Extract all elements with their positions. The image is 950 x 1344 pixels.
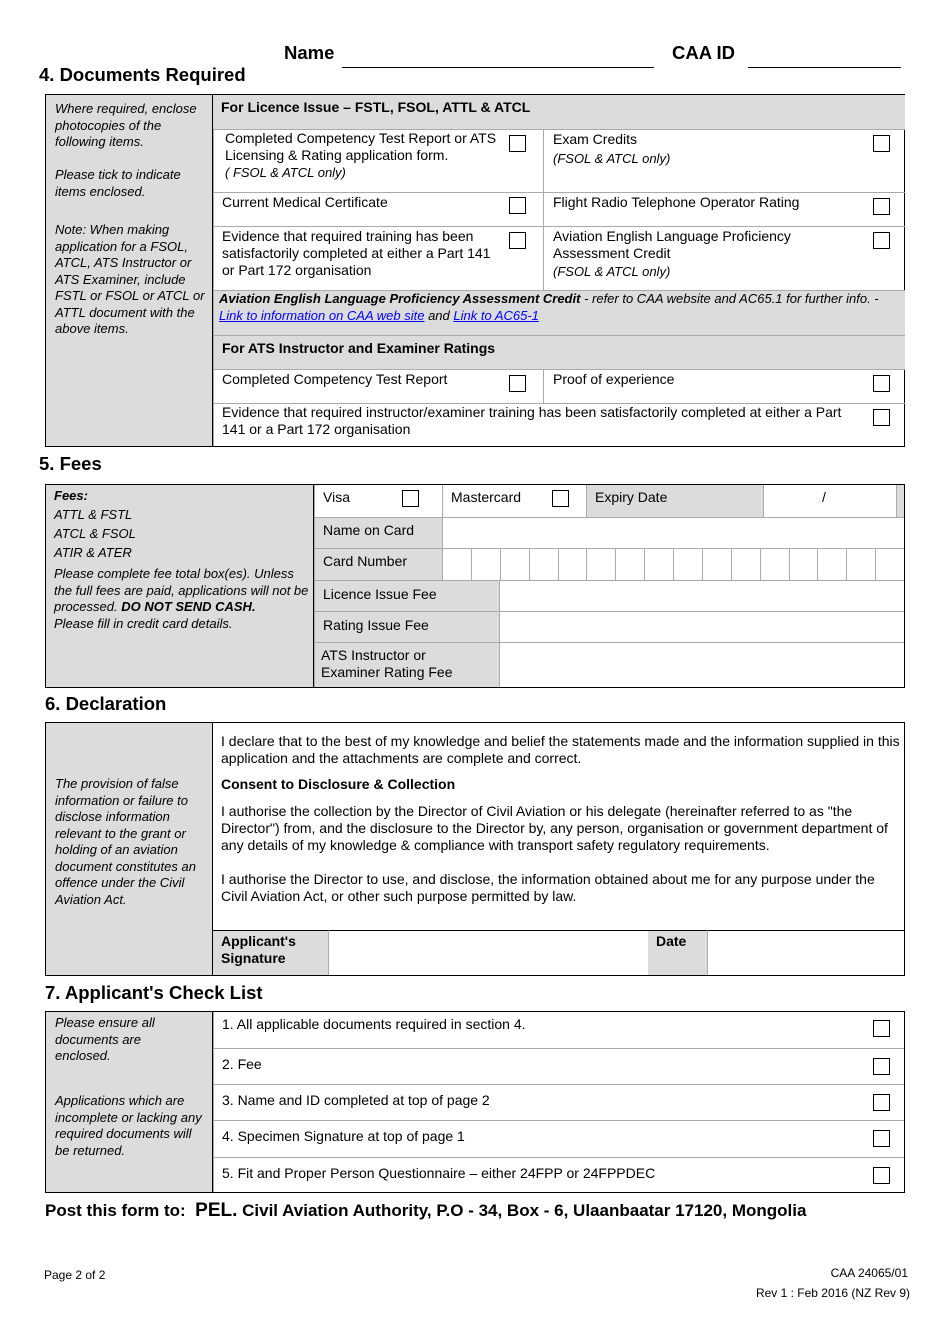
checklist-table [45,1011,905,1193]
doc-text: Completed Competency Test Report [222,371,448,387]
checklist-item-text: 4. Specimen Signature at top of page 1 [222,1128,465,1144]
card-digit-cell[interactable] [558,548,587,580]
pel-text: PEL. [195,1200,238,1221]
section-6-title: 6. Declaration [45,693,167,714]
visa-checkbox[interactable] [402,490,419,507]
rating-fee-field[interactable] [499,611,904,642]
checkbox[interactable] [509,375,526,392]
checkbox[interactable] [509,135,526,152]
licence-fee-label-cell [314,580,499,611]
doc-text: Current Medical Certificate [222,194,388,210]
checklist-side [46,1012,213,1192]
doc-note: (FSOL & ATCL only) [553,264,671,279]
side-text: Where required, enclose photocopies of the following items. [55,101,197,149]
card-digit-cell[interactable] [529,548,558,580]
checkbox[interactable] [873,1167,890,1184]
side-text: Please tick to indicate items enclosed. [55,167,181,199]
mastercard-label: Mastercard [451,489,522,505]
doc-text: Flight Radio Telephone Operator Rating [553,194,800,210]
card-digit-cell[interactable] [644,548,673,580]
ats-fee-label-cell [314,642,499,687]
section-4-title: 4. Documents Required [39,64,246,85]
post-address [45,1200,806,1222]
declaration-text: I declare that to the best of my knowledge and belief the statements made and the information supplied in this application and the attachments are complete and correct. [221,733,900,766]
card-digit-cell[interactable] [442,548,471,580]
caa-id-label: CAA ID [672,42,736,63]
checklist-item [213,1084,904,1120]
licence-fee-label: Licence Issue Fee [323,586,437,602]
card-digit-cell[interactable] [471,548,500,580]
side-text: Note: When making application for a FSOL, ATCL, ATS Instructor or ATS Examiner, include FSTL or FSOL or ATCL or ATTL document with the above items. [55,222,205,336]
doc-item [213,226,543,290]
caa-website-link[interactable]: Link to information on CAA web site [219,307,425,323]
doc-text: Evidence that required instructor/examiner training has been satisfactorily completed at either a Part 141 or a Part 172 organisation [222,404,842,437]
page-number: Page 2 of 2 [44,1268,106,1282]
caa-id-field[interactable] [748,67,901,68]
ats-fee-field[interactable] [499,642,904,687]
name-on-card-label: Name on Card [323,522,415,538]
card-digit-cell[interactable] [875,548,904,580]
ac65-link[interactable]: Link to AC65-1 [453,307,539,323]
consent-heading: Consent to Disclosure & Collection [221,776,456,792]
checklist-item-text: 3. Name and ID completed at top of page 2 [222,1092,490,1108]
post-label: Post this form to: [45,1201,186,1220]
visa-label: Visa [323,489,350,505]
signature-field[interactable] [328,930,648,975]
filler [896,485,904,517]
licence-fee-field[interactable] [499,580,904,611]
date-field[interactable] [707,930,904,975]
card-digit-cell[interactable] [702,548,731,580]
fees-note2: Please fill in credit card details. [54,615,233,631]
expiry-separator: / [822,489,826,505]
date-label-cell [648,930,707,975]
checkbox[interactable] [509,197,526,214]
checklist-item [213,1157,904,1192]
mastercard-checkbox[interactable] [552,490,569,507]
section-7-title: 7. Applicant's Check List [45,982,263,1003]
consent-text: I authorise the collection by the Director of Civil Aviation or his delegate (hereinafter referred to as "the Director") from, and the disclosure to the Director by, any person, organisation or government department of any details of my knowledge & compliance with transport safety regulatory requirements. [221,803,888,853]
expiry-field[interactable] [763,485,896,517]
authorise-text: I authorise the Director to use, and disclose, the information obtained about me for any purpose under the Civil Aviation Act, or other such purpose permitted by law. [221,871,875,904]
aelp-note [213,290,905,335]
card-digit-cell[interactable] [615,548,644,580]
doc-item [543,369,905,403]
fees-note: Please complete fee total box(es). Unless the full fees are paid, applications will not be processed. [54,566,309,614]
section-5-title: 5. Fees [39,453,102,474]
rating-fee-label: Rating Issue Fee [323,617,429,633]
checklist-item-text: 1. All applicable documents required in section 4. [222,1016,526,1032]
checkbox[interactable] [873,1020,890,1037]
checkbox[interactable] [873,375,890,392]
fee-type: ATCL & FSOL [54,526,136,541]
name-on-card-label-cell [314,517,442,548]
checkbox[interactable] [873,409,890,426]
no-cash-note: DO NOT SEND CASH. [121,599,256,614]
doc-text: Completed Competency Test Report or ATS Licensing & Rating application form. [225,130,497,163]
ats-fee-label: ATS Instructor or Examiner Rating Fee [321,647,453,680]
card-digit-cell[interactable] [731,548,760,580]
checklist-warning: Applications which are incomplete or lacking any required documents will be returned. [55,1093,202,1158]
expiry-label: Expiry Date [595,489,668,505]
ats-header [213,335,905,369]
declaration-table [45,722,905,976]
doc-item [213,369,543,403]
card-digit-cell[interactable] [760,548,789,580]
checklist-item-text: 5. Fit and Proper Person Questionnaire – either 24FPP or 24FPPDEC [222,1165,656,1181]
card-digit-cell[interactable] [500,548,529,580]
card-digit-cell[interactable] [673,548,702,580]
doc-text: Exam Credits [553,131,638,147]
name-label: Name [284,42,335,63]
expiry-label-cell [586,485,763,517]
fees-table [45,484,905,688]
doc-item [213,192,543,226]
checklist-note: Please ensure all documents are enclosed. [55,1015,155,1063]
name-on-card-field[interactable] [442,517,904,548]
doc-item [213,129,543,192]
doc-text: Aviation English Language Proficiency Assessment Credit [553,228,791,261]
form-number: CAA 24065/01 [830,1266,908,1280]
fee-type: ATIR & ATER [54,545,132,560]
checkbox[interactable] [873,198,890,215]
doc-text: Evidence that required training has been satisfactorily completed at either a Part 141 or Part 172 organisation [222,228,491,278]
doc-item [213,403,905,446]
licence-header [213,95,905,129]
checklist-item [213,1120,904,1157]
doc-text: Proof of experience [553,371,675,387]
documents-side-note [46,95,213,446]
doc-item [543,129,905,192]
card-number-label-cell [314,548,442,580]
checkbox[interactable] [873,1058,890,1075]
aelp-text: - refer to CAA website and AC65.1 for further info. - [580,291,879,306]
licence-header-text: For Licence Issue – FSTL, FSOL, ATTL & ATCL [221,99,531,115]
name-field[interactable] [342,67,654,68]
checkbox[interactable] [509,232,526,249]
card-number-label: Card Number [323,553,408,569]
card-digit-cell[interactable] [846,548,875,580]
date-label: Date [656,933,687,949]
checkbox[interactable] [873,1130,890,1147]
doc-note: (FSOL & ATCL only) [553,151,671,166]
aelp-bold: Aviation English Language Proficiency Assessment Credit [219,291,581,306]
address-text: Civil Aviation Authority, P.O - 34, Box - 6, Ulaanbaatar 17120, Mongolia [237,1201,807,1220]
signature-label-cell [213,930,328,975]
rating-fee-label-cell [314,611,499,642]
visa-cell [314,485,442,517]
checklist-item-text: 2. Fee [222,1056,262,1072]
checkbox[interactable] [873,1094,890,1111]
fees-side [46,485,314,687]
doc-item [543,192,905,226]
doc-item [543,226,905,290]
mastercard-cell [442,485,586,517]
checklist-item [213,1048,904,1084]
declaration-side [46,723,213,975]
ats-header-text: For ATS Instructor and Examiner Ratings [222,340,496,356]
checkbox[interactable] [873,232,890,249]
card-digit-cell[interactable] [586,548,615,580]
checklist-item [213,1012,904,1048]
signature-label: Applicant's Signature [221,933,296,966]
fees-label: Fees: [54,488,88,503]
documents-table [45,94,905,447]
doc-note: ( FSOL & ATCL only) [225,165,346,180]
checkbox[interactable] [873,135,890,152]
revision: Rev 1 : Feb 2016 (NZ Rev 9) [755,1286,910,1300]
and-text: and [424,307,454,323]
card-digit-cell[interactable] [817,548,846,580]
card-digit-cell[interactable] [789,548,818,580]
fee-type: ATTL & FSTL [54,507,133,522]
declaration-warning: The provision of false information or failure to disclose information relevant to the grant or holding of an aviation document constitutes an offence under the Civil Aviation Act. [55,776,196,907]
